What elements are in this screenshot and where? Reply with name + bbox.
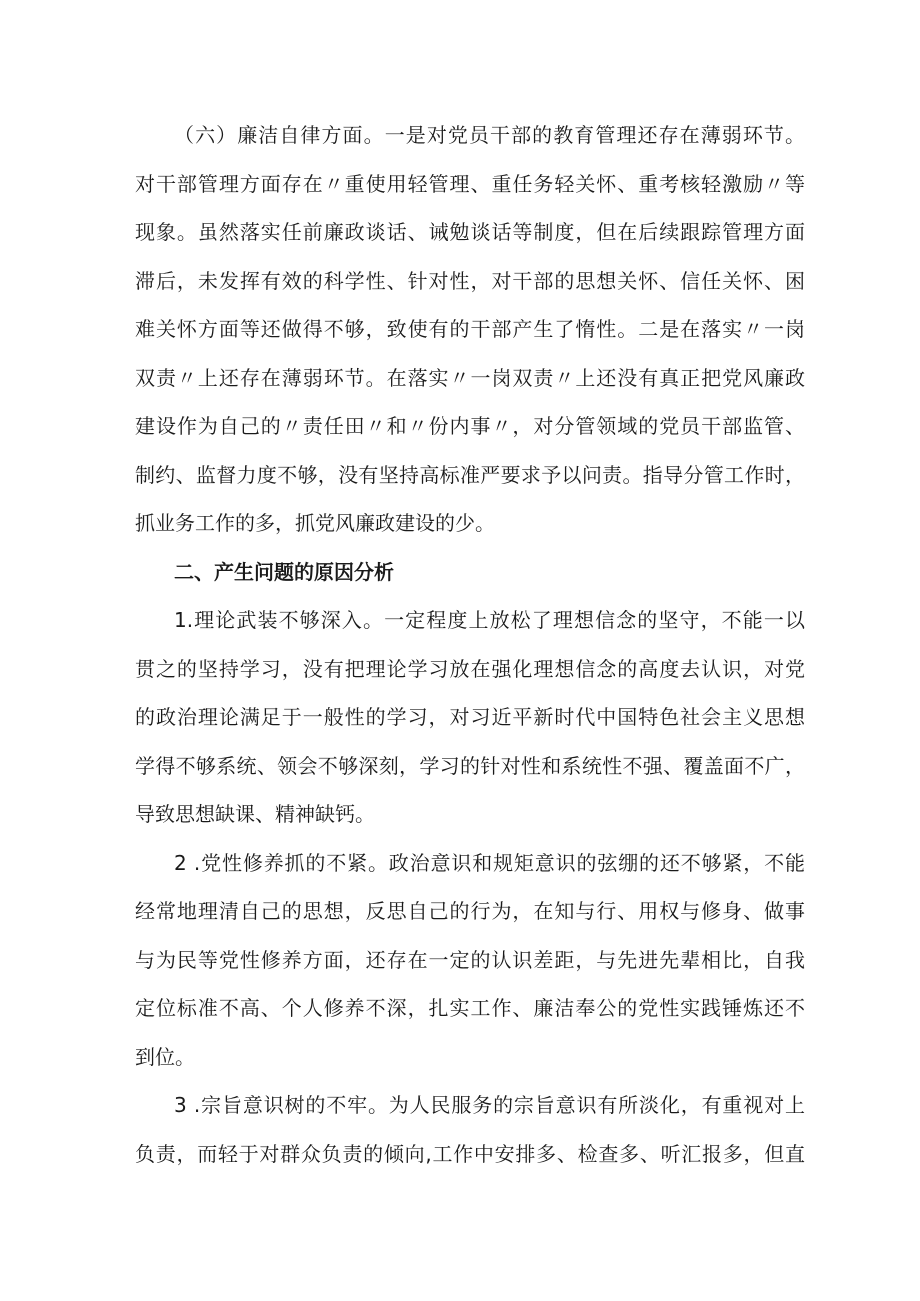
para-6-line-5: 难关怀方面等还做得不够，致使有的干部产生了惰性。二是在落实〃一岗 (135, 317, 805, 341)
para-6-line-9: 抓业务工作的多，抓党风廉政建设的少。 (135, 511, 495, 535)
item-2-line-4: 定位标准不高、个人修养不深，扎实工作、廉洁奉公的党性实践锤炼还不 (135, 996, 805, 1020)
para-6-line-2: 对干部管理方面存在〃重使用轻管理、重任务轻关怀、重考核轻激励〃等 (135, 172, 805, 196)
para-6-line-3: 现象。虽然落实任前廉政谈话、诫勉谈话等制度，但在后续跟踪管理方面 (135, 220, 805, 244)
item-1-line-5: 导致思想缺课、精神缺钙。 (135, 802, 375, 826)
item-1-line-3: 的政治理论满足于一般性的学习，对习近平新时代中国特色社会主义思想 (135, 705, 805, 729)
item-2-line-5: 到位。 (135, 1045, 195, 1069)
para-6-line-4: 滞后，未发挥有效的科学性、针对性，对干部的思想关怀、信任关怀、困 (135, 269, 805, 293)
item-3-line-2: 负责，而轻于对群众负责的倾向,工作中安排多、检查多、听汇报多，但直 (135, 1142, 805, 1166)
item-2-line-3: 与为民等党性修养方面，还存在一定的认识差距，与先进先辈相比，自我 (135, 948, 805, 972)
para-6-line-1: （六）廉洁自律方面。一是对党员干部的教育管理还存在薄弱环节。 (174, 123, 805, 147)
item-1-line-2: 贯之的坚持学习，没有把理论学习放在强化理想信念的高度去认识，对党 (135, 657, 805, 681)
item-1-line-1: 1.理论武装不够深入。一定程度上放松了理想信念的坚守，不能一以 (174, 608, 805, 632)
item-3-line-1: 3 .宗旨意识树的不牢。为人民服务的宗旨意识有所淡化，有重视对上 (174, 1093, 805, 1117)
para-6-line-6: 双责〃上还存在薄弱环节。在落实〃一岗双责〃上还没有真正把党风廉政 (135, 366, 805, 390)
item-1-line-4: 学得不够系统、领会不够深刻，学习的针对性和系统性不强、覆盖面不广， (135, 754, 805, 778)
para-6-line-8: 制约、监督力度不够，没有坚持高标准严要求予以问责。指导分管工作时， (135, 463, 805, 487)
item-2-line-1: 2 .党性修养抓的不紧。政治意识和规矩意识的弦绷的还不够紧，不能 (174, 851, 805, 875)
item-2-line-2: 经常地理清自己的思想，反思自己的行为，在知与行、用权与修身、做事 (135, 899, 805, 923)
section-heading: 二、产生问题的原因分析 (174, 560, 394, 584)
para-6-line-7: 建设作为自己的〃责任田〃和〃份内事〃，对分管领域的党员干部监管、 (135, 414, 805, 438)
